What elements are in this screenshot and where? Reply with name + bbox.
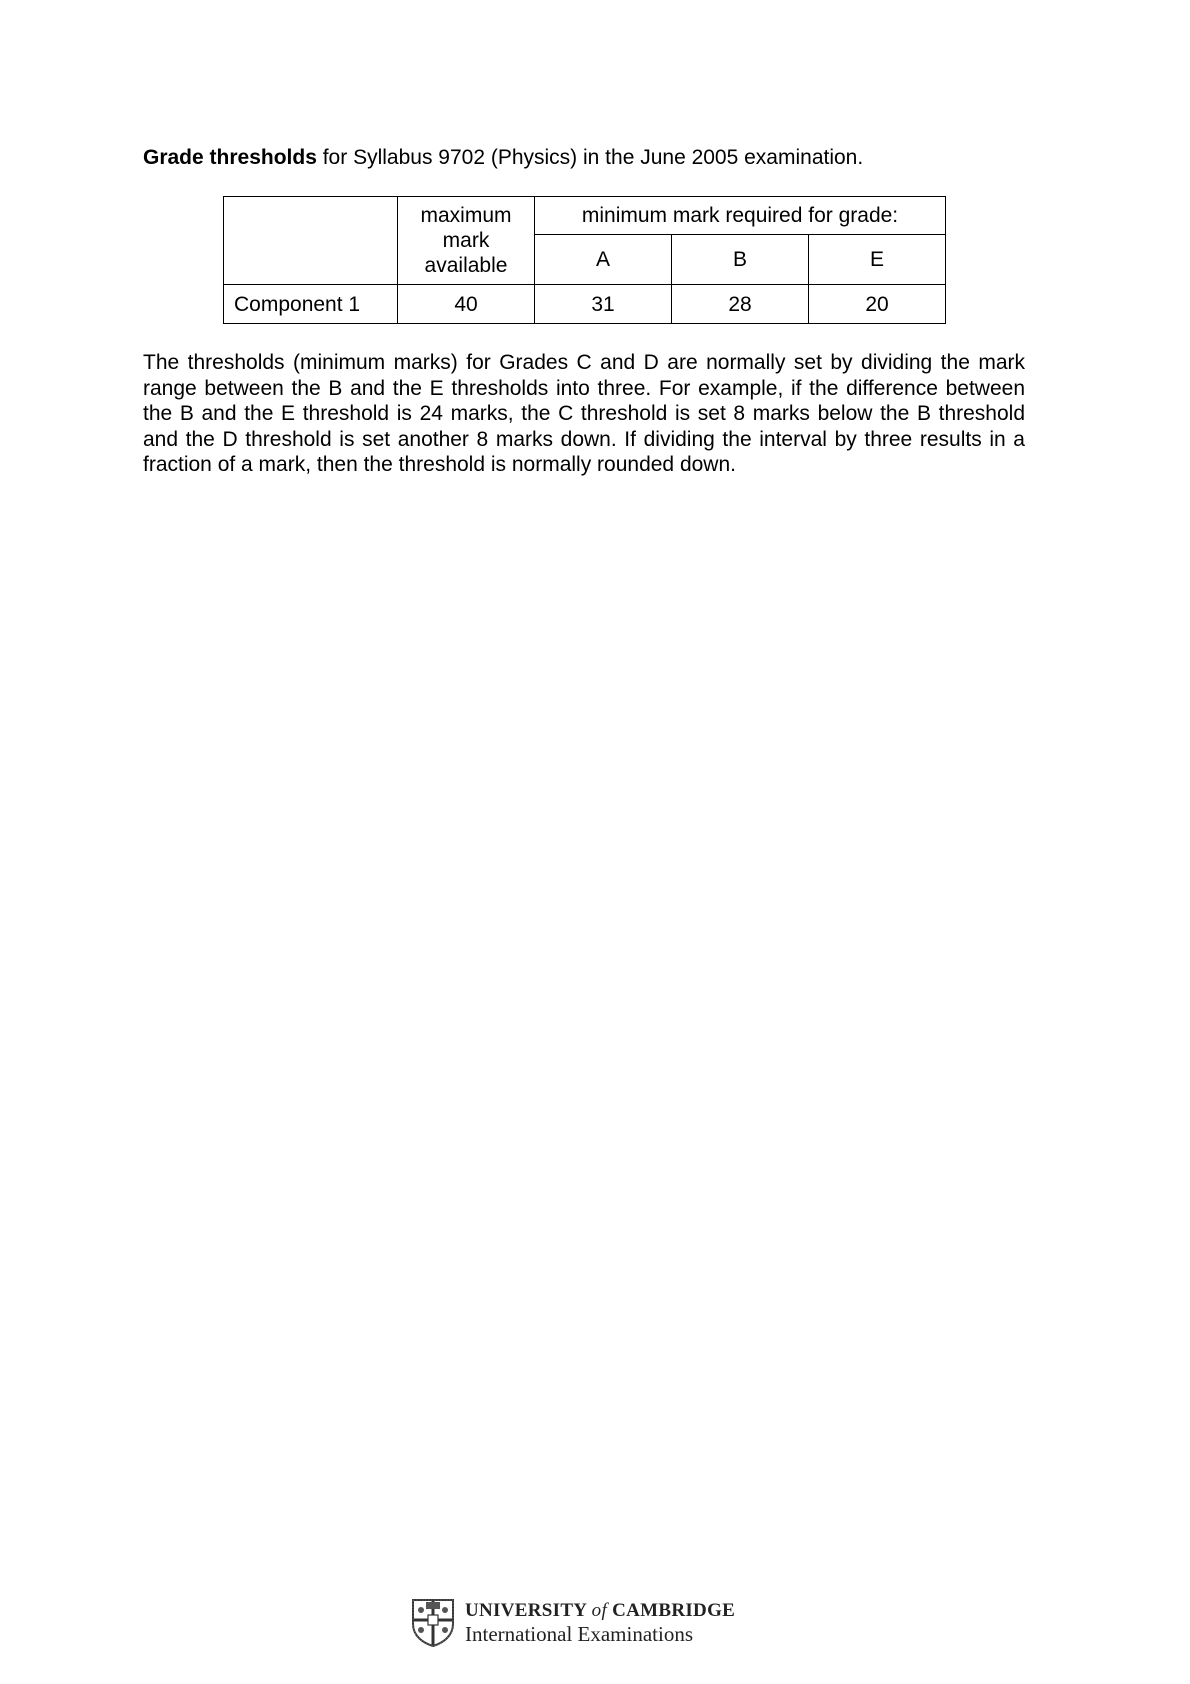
logo-university-line — [465, 1600, 735, 1622]
max-mark-header — [398, 197, 535, 285]
grade-thresholds-table — [223, 196, 946, 324]
table-row — [224, 285, 946, 324]
page-heading — [143, 145, 1043, 171]
grade-b-header: B — [672, 235, 809, 285]
heading-bold: Grade thresholds — [143, 146, 317, 169]
heading-rest: for Syllabus 9702 (Physics) in the June 2005 examination. — [316, 146, 864, 169]
logo-university-word: UNIVERSITY — [465, 1599, 592, 1621]
university-crest-icon — [411, 1598, 455, 1648]
logo-cambridge-word: CAMBRIDGE — [607, 1599, 736, 1621]
max-header-line-3: available — [424, 254, 508, 277]
min-mark-header: minimum mark required for grade: — [535, 197, 946, 235]
blank-header-cell — [224, 197, 398, 285]
logo-of-word: of — [591, 1599, 608, 1621]
max-header-line-2: mark — [442, 229, 490, 252]
grade-a-header: A — [535, 235, 672, 285]
grade-b-value: 28 — [672, 285, 809, 324]
cambridge-logo — [411, 1598, 735, 1648]
threshold-explanation: The thresholds (minimum marks) for Grades C and D are normally set by dividing the mark range between the B and the E thresholds into three. For example, if the difference between the B and the E threshold is 24 marks, the C threshold is set 8 marks below the B threshold and the D threshold is set another 8 marks down. If dividing the interval by three results in a fraction of a mark, then the threshold is normally rounded down. — [143, 351, 1025, 477]
table-header-row — [224, 197, 946, 235]
grade-e-header: E — [809, 235, 946, 285]
grade-a-value: 31 — [535, 285, 672, 324]
logo-examinations-line: International Examinations — [465, 1621, 694, 1646]
grade-e-value: 20 — [809, 285, 946, 324]
max-mark-value: 40 — [398, 285, 535, 324]
max-header-line-1: maximum — [420, 204, 512, 227]
component-label: Component 1 — [224, 285, 398, 324]
